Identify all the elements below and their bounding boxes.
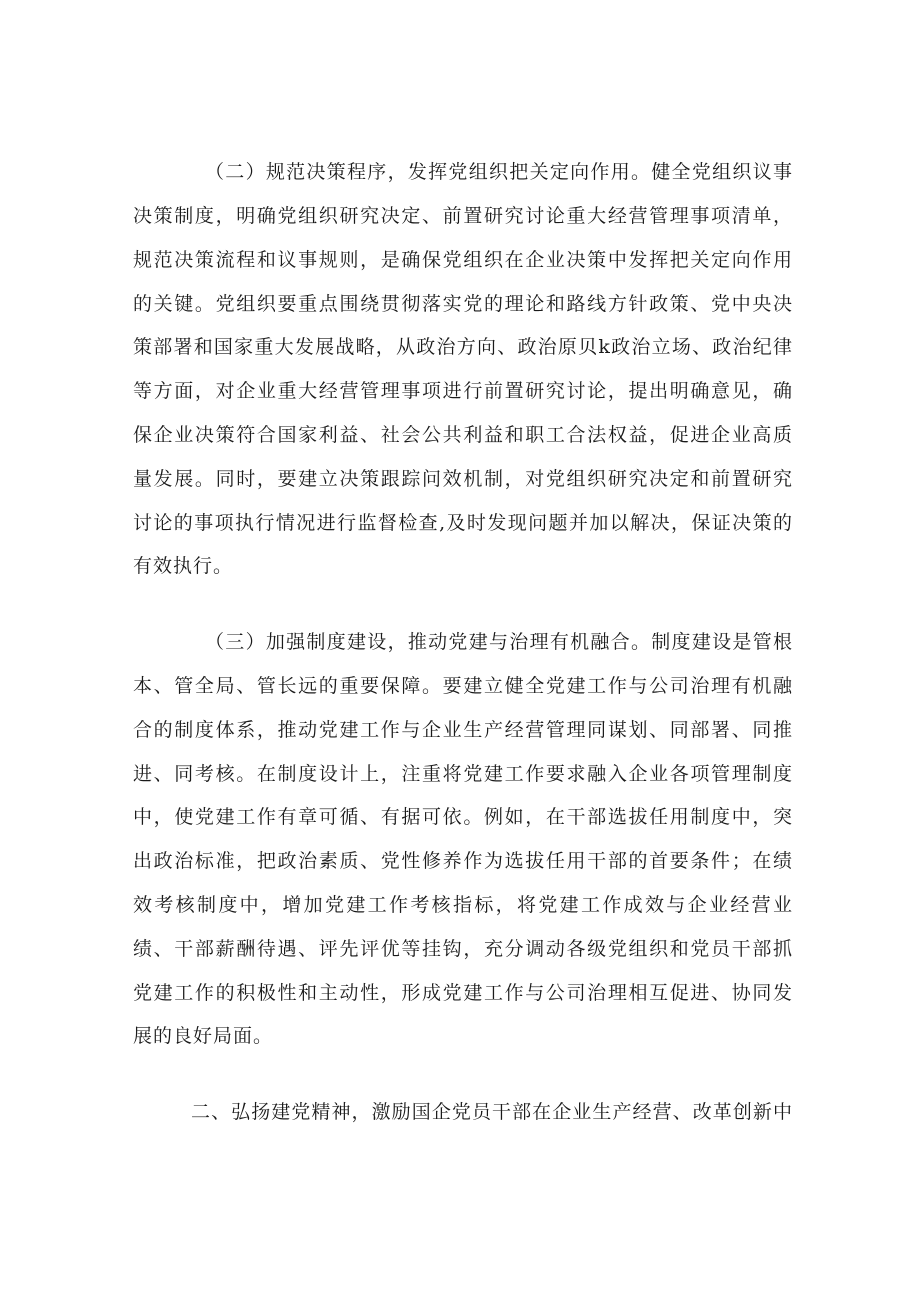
paragraph-line: 等方面，对企业重大经营管理事项进行前置研究讨论，提出明确意见，确 <box>133 380 793 402</box>
paragraph-line: 本、管全局、管长远的重要保障。要建立健全党建工作与公司治理有机融 <box>133 675 793 697</box>
paragraph-line: 出政治标准，把政治素质、党性修养作为选拔任用干部的首要条件；在绩 <box>133 850 793 872</box>
paragraph-line: 党建工作的积极性和主动性，形成党建工作与公司治理相互促进、协同发 <box>133 982 793 1004</box>
paragraph-line: 合的制度体系，推动党建工作与企业生产经营管理同谋划、同部署、同推 <box>133 719 793 741</box>
paragraph-line: 有效执行。 <box>133 555 234 577</box>
paragraph-line: 绩、干部薪酬待遇、评先评优等挂钩，充分调动各级党组织和党员干部抓 <box>133 938 793 960</box>
section-heading-line: 二、弘扬建党精神，激励国企党员干部在企业生产经营、改革创新中 <box>191 1101 793 1123</box>
paragraph-line: （二）规范决策程序，发挥党组织把关定向作用。健全党组织议事 <box>205 161 793 183</box>
paragraph-line: 保企业决策符合国家利益、社会公共利益和职工合法权益，促进企业高质 <box>133 424 793 446</box>
paragraph-line: 讨论的事项执行情况进行监督检查,及时发现问题并加以解决，保证决策的 <box>133 512 793 534</box>
paragraph-line: 的关键。党组织要重点围绕贯彻落实党的理论和路线方针政策、党中央决 <box>133 293 793 315</box>
paragraph-line: 规范决策流程和议事规则，是确保党组织在企业决策中发挥把关定向作用 <box>133 249 793 271</box>
paragraph-line: 展的良好局面。 <box>133 1025 274 1047</box>
paragraph-line: 策部署和国家重大发展战略，从政治方向、政治原贝k政治立场、政治纪律 <box>133 336 793 358</box>
paragraph-line: 效考核制度中，增加党建工作考核指标，将党建工作成效与企业经营业 <box>133 894 793 916</box>
paragraph-line: 决策制度，明确党组织研究决定、前置研究讨论重大经营管理事项清单， <box>133 205 793 227</box>
paragraph-line: （三）加强制度建设，推动党建与治理有机融合。制度建设是管根 <box>205 631 793 653</box>
paragraph-line: 中，使党建工作有章可循、有据可依。例如，在干部选拔任用制度中，突 <box>133 806 793 828</box>
paragraph-line: 量发展。同时，要建立决策跟踪问效机制，对党组织研究决定和前置研究 <box>133 468 793 490</box>
paragraph-line: 进、同考核。在制度设计上，注重将党建工作要求融入企业各项管理制度 <box>133 763 793 785</box>
